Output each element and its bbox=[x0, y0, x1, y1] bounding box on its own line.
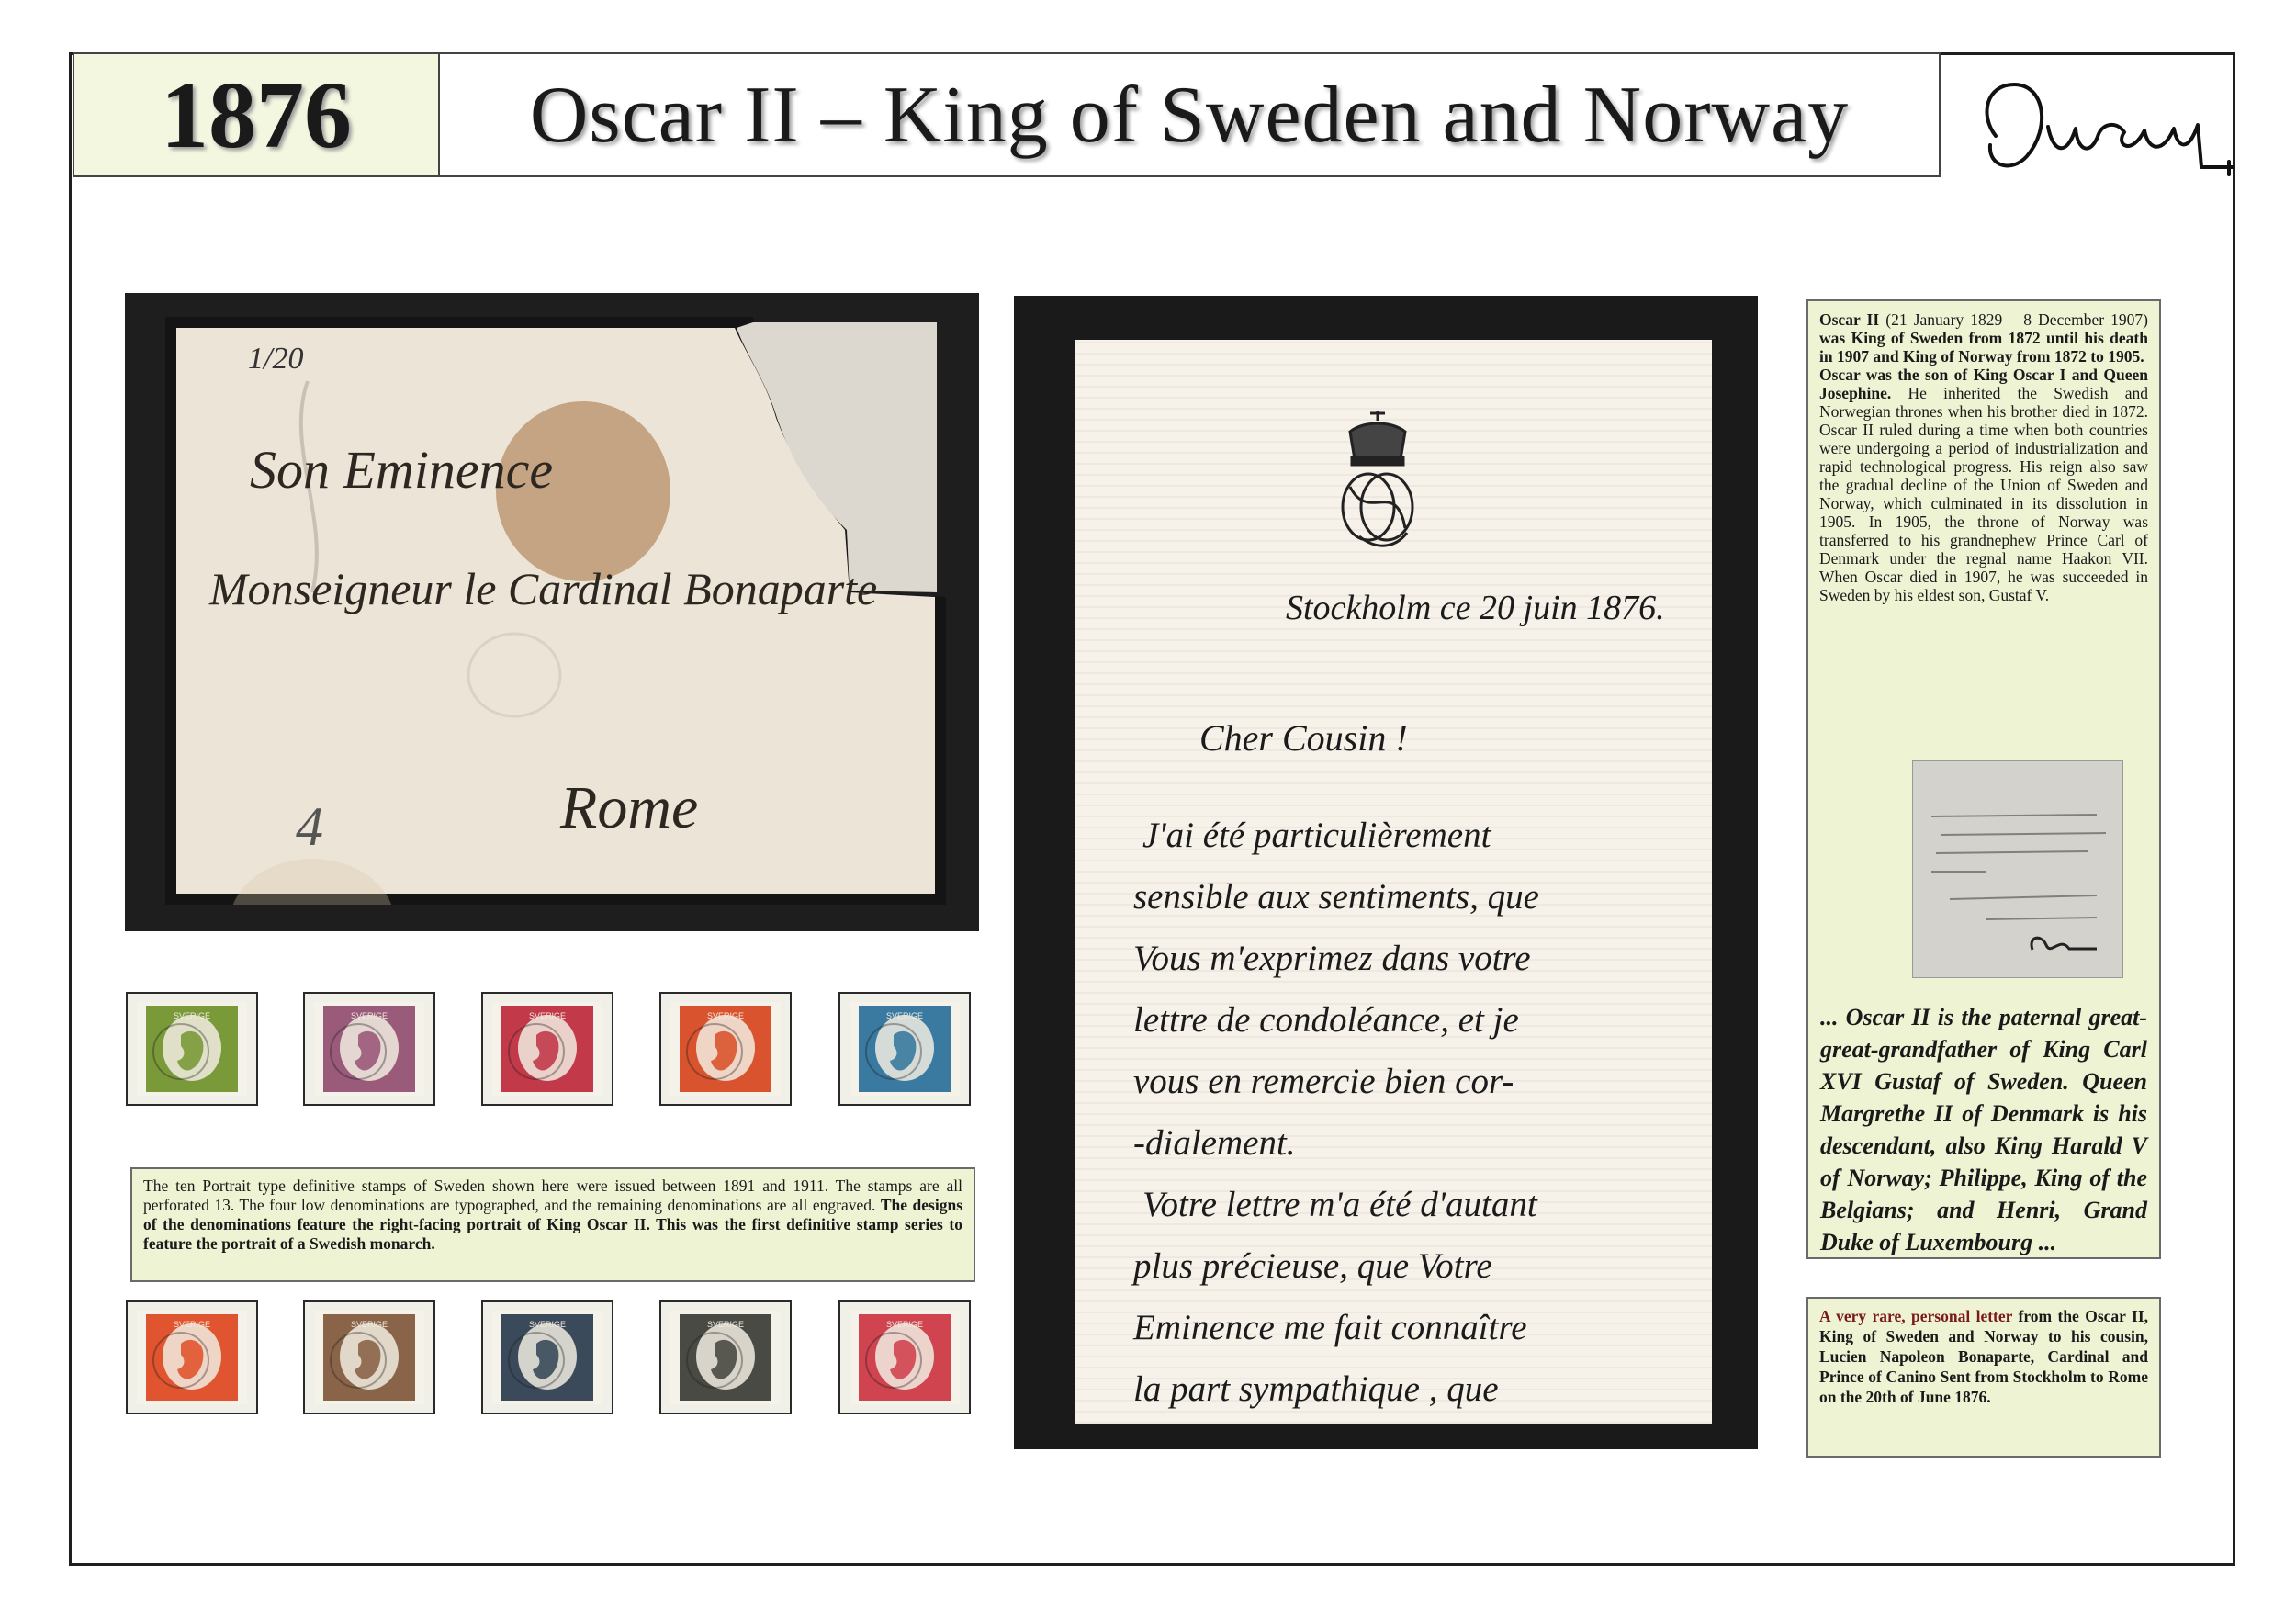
cover-address-line2: Monseigneur le Cardinal Bonaparte bbox=[209, 563, 878, 614]
stamps-description-bold: The designs of the denominations feature the right-facing portrait of King Oscar II. This was the first definitive stamp series to feature the portrait of a Swedish monarch. bbox=[143, 1196, 962, 1253]
stamps-description-plain: The ten Portrait type definitive stamps of Sweden shown here were issued between 1891 and 1911. The stamps are all perforated 13. The four low denominations are typographed, and the remaining denominations are all engraved. bbox=[143, 1177, 962, 1214]
stamp bbox=[659, 1300, 792, 1414]
svg-text:SVERIGE: SVERIGE bbox=[528, 1320, 567, 1329]
oscar-portrait-stamp-icon bbox=[489, 998, 606, 1099]
note-text: from the Oscar II, King of Sweden and Norway to his cousin, Lucien Napoleon Bonaparte, Cardinal and Prince of Canino Sent from Stockholm to Rome on the 20th of June 1876. bbox=[1819, 1307, 2149, 1406]
svg-text:SVERIGE: SVERIGE bbox=[706, 1011, 745, 1020]
letter-line: Votre lettre m'a été d'autant bbox=[1142, 1185, 1537, 1224]
stamp bbox=[126, 992, 258, 1106]
stamp bbox=[481, 992, 613, 1106]
year-label: 1876 bbox=[73, 52, 440, 177]
note-highlight: A very rare, personal letter bbox=[1819, 1307, 2013, 1325]
oscar-portrait-stamp-icon bbox=[667, 1307, 784, 1408]
cover-pencil-mark: 4 bbox=[296, 796, 323, 857]
svg-text:SVERIGE: SVERIGE bbox=[706, 1320, 745, 1329]
stamp bbox=[126, 1300, 258, 1414]
letter-line: Eminence me fait connaître bbox=[1133, 1308, 1527, 1347]
crown-monogram-icon bbox=[1343, 411, 1412, 546]
letter-line: la part sympathique , que bbox=[1133, 1369, 1499, 1409]
letter-line: plus précieuse, que Votre bbox=[1133, 1246, 1492, 1286]
letter-line: sensible aux sentiments, que bbox=[1133, 877, 1539, 917]
oscar-portrait-stamp-icon bbox=[310, 998, 428, 1099]
stamp bbox=[481, 1300, 613, 1414]
svg-text:SVERIGE: SVERIGE bbox=[173, 1320, 211, 1329]
svg-text:SVERIGE: SVERIGE bbox=[173, 1011, 211, 1020]
svg-text:SVERIGE: SVERIGE bbox=[350, 1320, 388, 1329]
letter-line: J'ai été particulièrement bbox=[1142, 816, 1491, 855]
stamp bbox=[303, 992, 435, 1106]
oscar-signature bbox=[1961, 64, 2264, 193]
bio-parents: Oscar was the son of King Oscar I and Queen Josephine. bbox=[1819, 366, 2148, 402]
svg-text:SVERIGE: SVERIGE bbox=[885, 1320, 924, 1329]
stamps-description bbox=[130, 1167, 975, 1282]
signature-letter-thumbnail bbox=[1912, 760, 2123, 978]
bio-dates: (21 January 1829 – 8 December 1907) bbox=[1879, 310, 2148, 329]
cover-address-line1: Son Eminence bbox=[250, 440, 554, 500]
letter-line: vous en remercie bien cor- bbox=[1133, 1062, 1514, 1101]
oscar-portrait-stamp-icon bbox=[489, 1307, 606, 1408]
descendants-quote: ... Oscar II is the paternal great-great-grandfather of King Carl XVI Gustaf of Sweden. Queen Margrethe II of Denmark is his descendant, also King Harald V of Norway; Philippe, King of the Belgians; and Henri, Grand Duke of Luxembourg ... bbox=[1820, 1004, 2147, 1255]
bio-name: Oscar II bbox=[1819, 310, 1880, 329]
title-bar bbox=[73, 52, 1941, 177]
stamp bbox=[838, 1300, 971, 1414]
letter-note-panel bbox=[1806, 1297, 2161, 1458]
bio-history: He inherited the Swedish and Norwegian thrones when his brother died in 1872. Oscar II ruled during a time when both countries were undergoing a period of industrialization and rapid technological progress. His reign also saw the gradual decline of the Union of Sweden and Norway, which culminated in its dissolution in 1905. In 1905, the throne of Norway was transferred to his grandnephew Prince Carl of Denmark under the regnal name Haakon VII. When Oscar died in 1907, he was succeeded in Sweden by his eldest son, Gustaf V. bbox=[1819, 384, 2148, 604]
letter-dateline: Stockholm ce 20 juin 1876. bbox=[1286, 589, 1665, 627]
oscar-portrait-stamp-icon bbox=[846, 998, 963, 1099]
stamp bbox=[838, 992, 971, 1106]
letter-line: -dialement. bbox=[1133, 1123, 1296, 1163]
letter-line: lettre de condoléance, et je bbox=[1133, 1000, 1519, 1040]
svg-text:SVERIGE: SVERIGE bbox=[885, 1011, 924, 1020]
letter-line: Vous m'exprimez dans votre bbox=[1133, 939, 1531, 978]
page-title: Oscar II – King of Sweden and Norway bbox=[440, 52, 1941, 177]
oscar-portrait-stamp-icon bbox=[310, 1307, 428, 1408]
oscar-portrait-stamp-icon bbox=[133, 998, 251, 1099]
svg-text:SVERIGE: SVERIGE bbox=[350, 1011, 388, 1020]
cover-destination: Rome bbox=[560, 774, 699, 841]
cover-docket: 1/20 bbox=[248, 342, 304, 376]
letter-body bbox=[1133, 805, 1721, 1420]
stamp bbox=[659, 992, 792, 1106]
oscar-portrait-stamp-icon bbox=[846, 1307, 963, 1408]
stamp bbox=[303, 1300, 435, 1414]
svg-text:SVERIGE: SVERIGE bbox=[528, 1011, 567, 1020]
letter-salutation: Cher Cousin ! bbox=[1199, 717, 1408, 759]
oscar-portrait-stamp-icon bbox=[667, 998, 784, 1099]
biography-text bbox=[1819, 310, 2148, 604]
bio-reign: was King of Sweden from 1872 until his death in 1907 and King of Norway from 1872 to 1905. bbox=[1819, 329, 2148, 366]
oscar-portrait-stamp-icon bbox=[133, 1307, 251, 1408]
